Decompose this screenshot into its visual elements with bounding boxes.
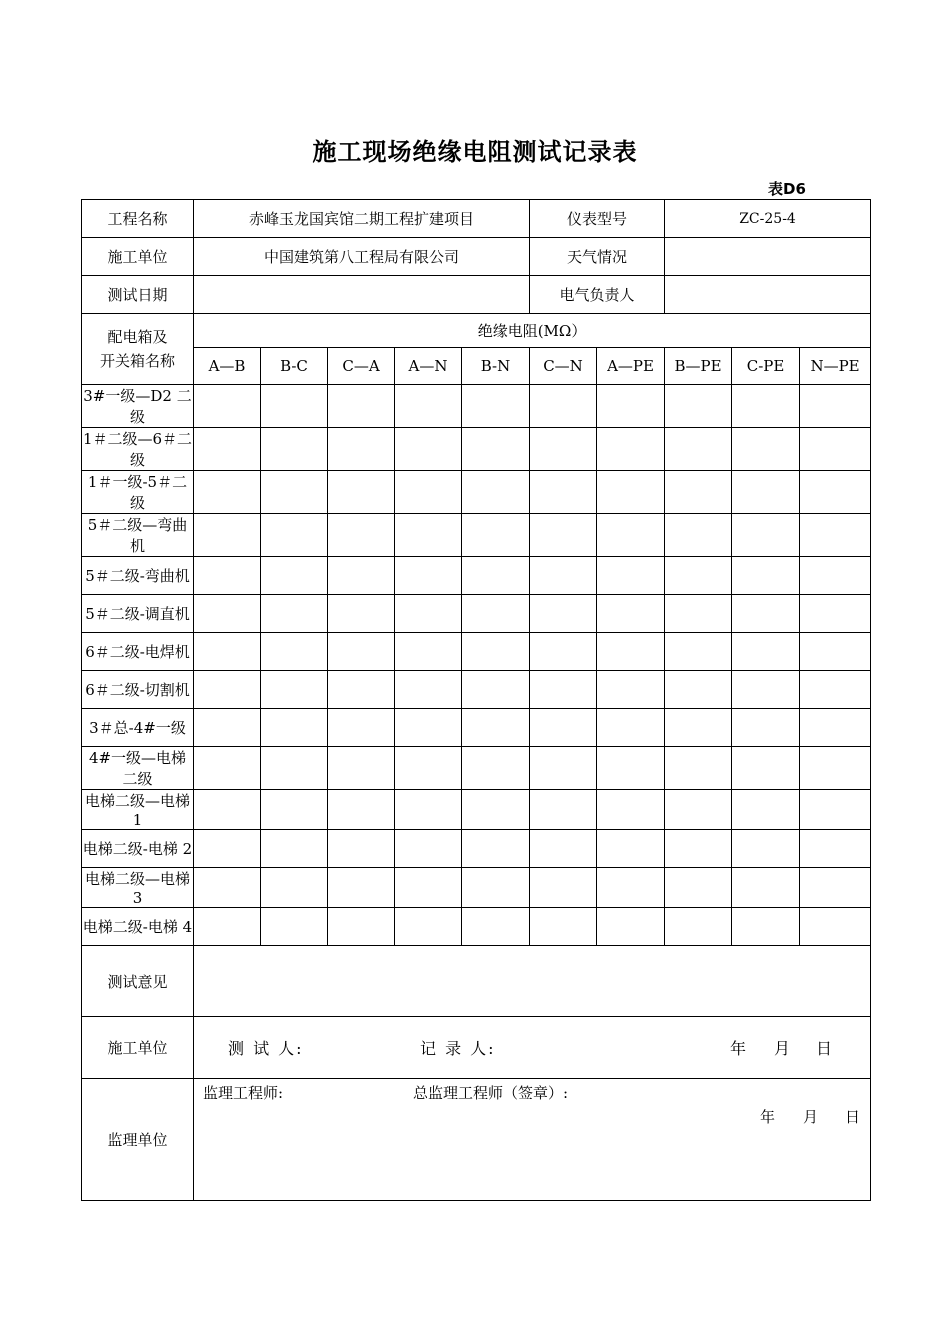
resistance-value-cell[interactable] [597,908,665,946]
resistance-value-cell[interactable] [462,595,530,633]
resistance-value-cell[interactable] [530,385,597,428]
resistance-value-cell[interactable] [328,868,395,908]
resistance-value-cell[interactable] [462,868,530,908]
resistance-value-cell[interactable] [395,595,462,633]
resistance-value-cell[interactable] [261,557,328,595]
resistance-value-cell[interactable] [194,709,261,747]
resistance-value-cell[interactable] [800,747,871,790]
project-label: 工程名称 [82,200,194,238]
supervision-engineer-label: 监理工程师: [203,1084,284,1102]
resistance-value-cell[interactable] [462,428,530,471]
resistance-value-cell[interactable] [665,671,732,709]
resistance-value-cell[interactable] [800,830,871,868]
col-header: B—PE [665,348,732,385]
resistance-value-cell[interactable] [328,671,395,709]
supervision-label: 监理单位 [82,1079,194,1201]
resistance-value-cell[interactable] [665,790,732,830]
table-row [82,790,871,830]
resistance-value-cell[interactable] [194,471,261,514]
resistance-value-cell[interactable] [597,514,665,557]
supervision-signature-cell[interactable] [194,1079,871,1201]
recorder-label: 记 录 人: [420,1039,496,1058]
resistance-value-cell[interactable] [732,830,800,868]
resistance-value-cell[interactable] [462,908,530,946]
box-name-cell: 4#一级—电梯二级 [82,747,194,790]
col-header: C—N [530,348,597,385]
resistance-value-cell[interactable] [395,557,462,595]
resistance-value-cell[interactable] [800,671,871,709]
construction-month: 月 [774,1039,791,1058]
col-header: A—B [194,348,261,385]
box-name-cell: 6＃二级-切割机 [82,671,194,709]
resistance-value-cell[interactable] [395,709,462,747]
resistance-value-cell[interactable] [732,671,800,709]
info-row-project [82,200,871,238]
box-name-cell: 电梯二级—电梯 3 [82,868,194,908]
resistance-value-cell[interactable] [597,595,665,633]
resistance-value-cell[interactable] [530,557,597,595]
resistance-value-cell[interactable] [597,385,665,428]
resistance-value-cell[interactable] [194,595,261,633]
resistance-value-cell[interactable] [194,868,261,908]
resistance-value-cell[interactable] [462,790,530,830]
resistance-value-cell[interactable] [800,557,871,595]
resistance-value-cell[interactable] [665,830,732,868]
opinion-value[interactable] [194,946,871,1017]
construction-day: 日 [816,1039,833,1058]
box-name-cell: 1＃一级-5＃二级 [82,471,194,514]
col-header: C—A [328,348,395,385]
resistance-value-cell[interactable] [261,790,328,830]
resistance-value-cell[interactable] [732,747,800,790]
resistance-value-cell[interactable] [395,908,462,946]
box-name-cell: 电梯二级-电梯 4 [82,908,194,946]
resistance-value-cell[interactable] [732,908,800,946]
resistance-value-cell[interactable] [261,595,328,633]
table-row [82,557,871,595]
resistance-value-cell[interactable] [665,908,732,946]
resistance-value-cell[interactable] [732,595,800,633]
resistance-value-cell[interactable] [194,385,261,428]
resistance-value-cell[interactable] [530,671,597,709]
resistance-value-cell[interactable] [261,868,328,908]
box-name-cell: 1＃二级—6＃二级 [82,428,194,471]
resistance-value-cell[interactable] [732,790,800,830]
date-value[interactable] [194,276,530,314]
chief-engineer-label: 总监理工程师（签章）: [413,1084,569,1102]
resistance-value-cell[interactable] [328,471,395,514]
resistance-value-cell[interactable] [597,428,665,471]
resistance-value-cell[interactable] [395,385,462,428]
resistance-value-cell[interactable] [194,633,261,671]
resistance-value-cell[interactable] [732,514,800,557]
col-header: B-N [462,348,530,385]
resistance-value-cell[interactable] [395,514,462,557]
form-code: 表D6 [768,180,806,198]
resistance-value-cell[interactable] [328,790,395,830]
resistance-value-cell[interactable] [261,830,328,868]
info-row-contractor [82,238,871,276]
resistance-value-cell[interactable] [462,830,530,868]
resistance-value-cell[interactable] [261,428,328,471]
resistance-value-cell[interactable] [328,747,395,790]
column-header-row [82,348,871,385]
resistance-value-cell[interactable] [261,633,328,671]
supervision-row [82,1079,871,1201]
resistance-value-cell[interactable] [395,671,462,709]
resistance-value-cell[interactable] [530,709,597,747]
resistance-value-cell[interactable] [597,830,665,868]
resistance-value-cell[interactable] [530,471,597,514]
date-label: 测试日期 [82,276,194,314]
resistance-value-cell[interactable] [800,633,871,671]
contractor-label: 施工单位 [82,238,194,276]
resistance-value-cell[interactable] [395,471,462,514]
resistance-value-cell[interactable] [732,868,800,908]
resistance-value-cell[interactable] [530,595,597,633]
resistance-value-cell[interactable] [328,385,395,428]
resistance-value-cell[interactable] [800,595,871,633]
resistance-value-cell[interactable] [194,908,261,946]
table-row [82,633,871,671]
resistance-value-cell[interactable] [261,671,328,709]
table-row [82,868,871,908]
supervision-day: 日 [845,1108,861,1126]
project-value[interactable]: 赤峰玉龙国宾馆二期工程扩建项目 [194,200,530,238]
supervision-year: 年 [760,1108,776,1126]
resistance-value-cell[interactable] [395,633,462,671]
resistance-value-cell[interactable] [665,747,732,790]
table-row [82,671,871,709]
table-row [82,709,871,747]
resistance-value-cell[interactable] [530,428,597,471]
tester-label: 测 试 人: [228,1039,304,1058]
resistance-value-cell[interactable] [328,830,395,868]
weather-label: 天气情况 [530,238,665,276]
resistance-value-cell[interactable] [800,709,871,747]
resistance-value-cell[interactable] [800,428,871,471]
resistance-value-cell[interactable] [530,514,597,557]
resistance-value-cell[interactable] [261,471,328,514]
meter-label: 仪表型号 [530,200,665,238]
box-name-cell: 5＃二级—弯曲机 [82,514,194,557]
resistance-value-cell[interactable] [328,595,395,633]
meter-value[interactable]: ZC-25-4 [665,200,871,238]
opinion-label: 测试意见 [82,946,194,1017]
resistance-value-cell[interactable] [328,633,395,671]
resistance-value-cell[interactable] [665,471,732,514]
resistance-value-cell[interactable] [800,908,871,946]
resistance-value-cell[interactable] [665,385,732,428]
resistance-value-cell[interactable] [665,595,732,633]
resistance-value-cell[interactable] [530,868,597,908]
construction-signature-cell[interactable] [194,1017,871,1079]
resistance-value-cell[interactable] [732,633,800,671]
col-header: N—PE [800,348,871,385]
resistance-value-cell[interactable] [530,908,597,946]
resistance-value-cell[interactable] [194,747,261,790]
resistance-value-cell[interactable] [261,908,328,946]
resistance-value-cell[interactable] [800,514,871,557]
resistance-value-cell[interactable] [665,633,732,671]
resistance-value-cell[interactable] [597,671,665,709]
resistance-value-cell[interactable] [800,471,871,514]
resistance-value-cell[interactable] [462,671,530,709]
resistance-value-cell[interactable] [328,557,395,595]
measure-body [82,385,871,946]
box-name-header-line1: 配电箱及 [107,328,168,346]
resistance-value-cell[interactable] [597,709,665,747]
resistance-value-cell[interactable] [597,747,665,790]
table-row [82,385,871,428]
resistance-value-cell[interactable] [732,557,800,595]
resistance-value-cell[interactable] [665,428,732,471]
resistance-value-cell[interactable] [665,868,732,908]
resistance-value-cell[interactable] [194,671,261,709]
resistance-value-cell[interactable] [732,471,800,514]
construction-row [82,1017,871,1079]
resistance-value-cell[interactable] [665,709,732,747]
resistance-value-cell[interactable] [732,709,800,747]
resistance-value-cell[interactable] [395,830,462,868]
resistance-value-cell[interactable] [194,830,261,868]
resistance-value-cell[interactable] [194,790,261,830]
resistance-value-cell[interactable] [530,633,597,671]
box-name-cell: 3＃总-4#一级 [82,709,194,747]
table-row [82,514,871,557]
box-name-cell: 电梯二级-电梯 2 [82,830,194,868]
table-row [82,428,871,471]
resistance-value-cell[interactable] [800,868,871,908]
resistance-value-cell[interactable] [395,747,462,790]
table-row [82,595,871,633]
resistance-value-cell[interactable] [194,514,261,557]
resistance-value-cell[interactable] [597,790,665,830]
electric-label: 电气负责人 [530,276,665,314]
col-header: A—N [395,348,462,385]
resistance-value-cell[interactable] [261,747,328,790]
resistance-value-cell[interactable] [597,633,665,671]
resistance-value-cell[interactable] [194,557,261,595]
resistance-value-cell[interactable] [732,428,800,471]
resistance-value-cell[interactable] [261,514,328,557]
resistance-value-cell[interactable] [597,557,665,595]
resistance-value-cell[interactable] [462,385,530,428]
box-name-cell: 3#一级—D2 二级 [82,385,194,428]
resistance-value-cell[interactable] [328,709,395,747]
resistance-value-cell[interactable] [597,471,665,514]
resistance-value-cell[interactable] [665,557,732,595]
opinion-row [82,946,871,1017]
resistance-value-cell[interactable] [328,428,395,471]
resistance-value-cell[interactable] [800,790,871,830]
box-name-cell: 5＃二级-弯曲机 [82,557,194,595]
weather-value[interactable] [665,238,871,276]
resistance-value-cell[interactable] [462,514,530,557]
resistance-value-cell[interactable] [665,514,732,557]
resistance-value-cell[interactable] [462,747,530,790]
insulation-group-header: 绝缘电阻(MΩ） [194,314,871,348]
construction-label: 施工单位 [82,1017,194,1079]
resistance-value-cell[interactable] [261,385,328,428]
box-name-cell: 电梯二级—电梯 1 [82,790,194,830]
resistance-value-cell[interactable] [194,428,261,471]
resistance-value-cell[interactable] [462,709,530,747]
resistance-value-cell[interactable] [328,908,395,946]
resistance-value-cell[interactable] [261,709,328,747]
table-row [82,471,871,514]
table-row [82,908,871,946]
resistance-value-cell[interactable] [328,514,395,557]
resistance-value-cell[interactable] [530,790,597,830]
table-row [82,830,871,868]
resistance-value-cell[interactable] [597,868,665,908]
table-row [82,747,871,790]
measure-header-row [82,314,871,348]
box-name-header-line2: 开关箱名称 [99,352,175,370]
box-name-cell: 5＃二级-调直机 [82,595,194,633]
resistance-value-cell[interactable] [530,830,597,868]
resistance-value-cell[interactable] [395,868,462,908]
col-header: A—PE [597,348,665,385]
resistance-value-cell[interactable] [800,385,871,428]
info-row-date [82,276,871,314]
record-form-table [81,199,871,1201]
col-header: B-C [261,348,328,385]
construction-year: 年 [730,1039,747,1058]
box-name-cell: 6＃二级-电焊机 [82,633,194,671]
resistance-value-cell[interactable] [732,385,800,428]
resistance-value-cell[interactable] [395,790,462,830]
resistance-value-cell[interactable] [462,557,530,595]
col-header: C-PE [732,348,800,385]
box-name-header [82,314,194,385]
electric-value[interactable] [665,276,871,314]
resistance-value-cell[interactable] [530,747,597,790]
supervision-month: 月 [803,1108,819,1126]
resistance-value-cell[interactable] [462,633,530,671]
resistance-value-cell[interactable] [395,428,462,471]
page-title: 施工现场绝缘电阻测试记录表 [312,138,638,166]
contractor-value[interactable]: 中国建筑第八工程局有限公司 [194,238,530,276]
resistance-value-cell[interactable] [462,471,530,514]
